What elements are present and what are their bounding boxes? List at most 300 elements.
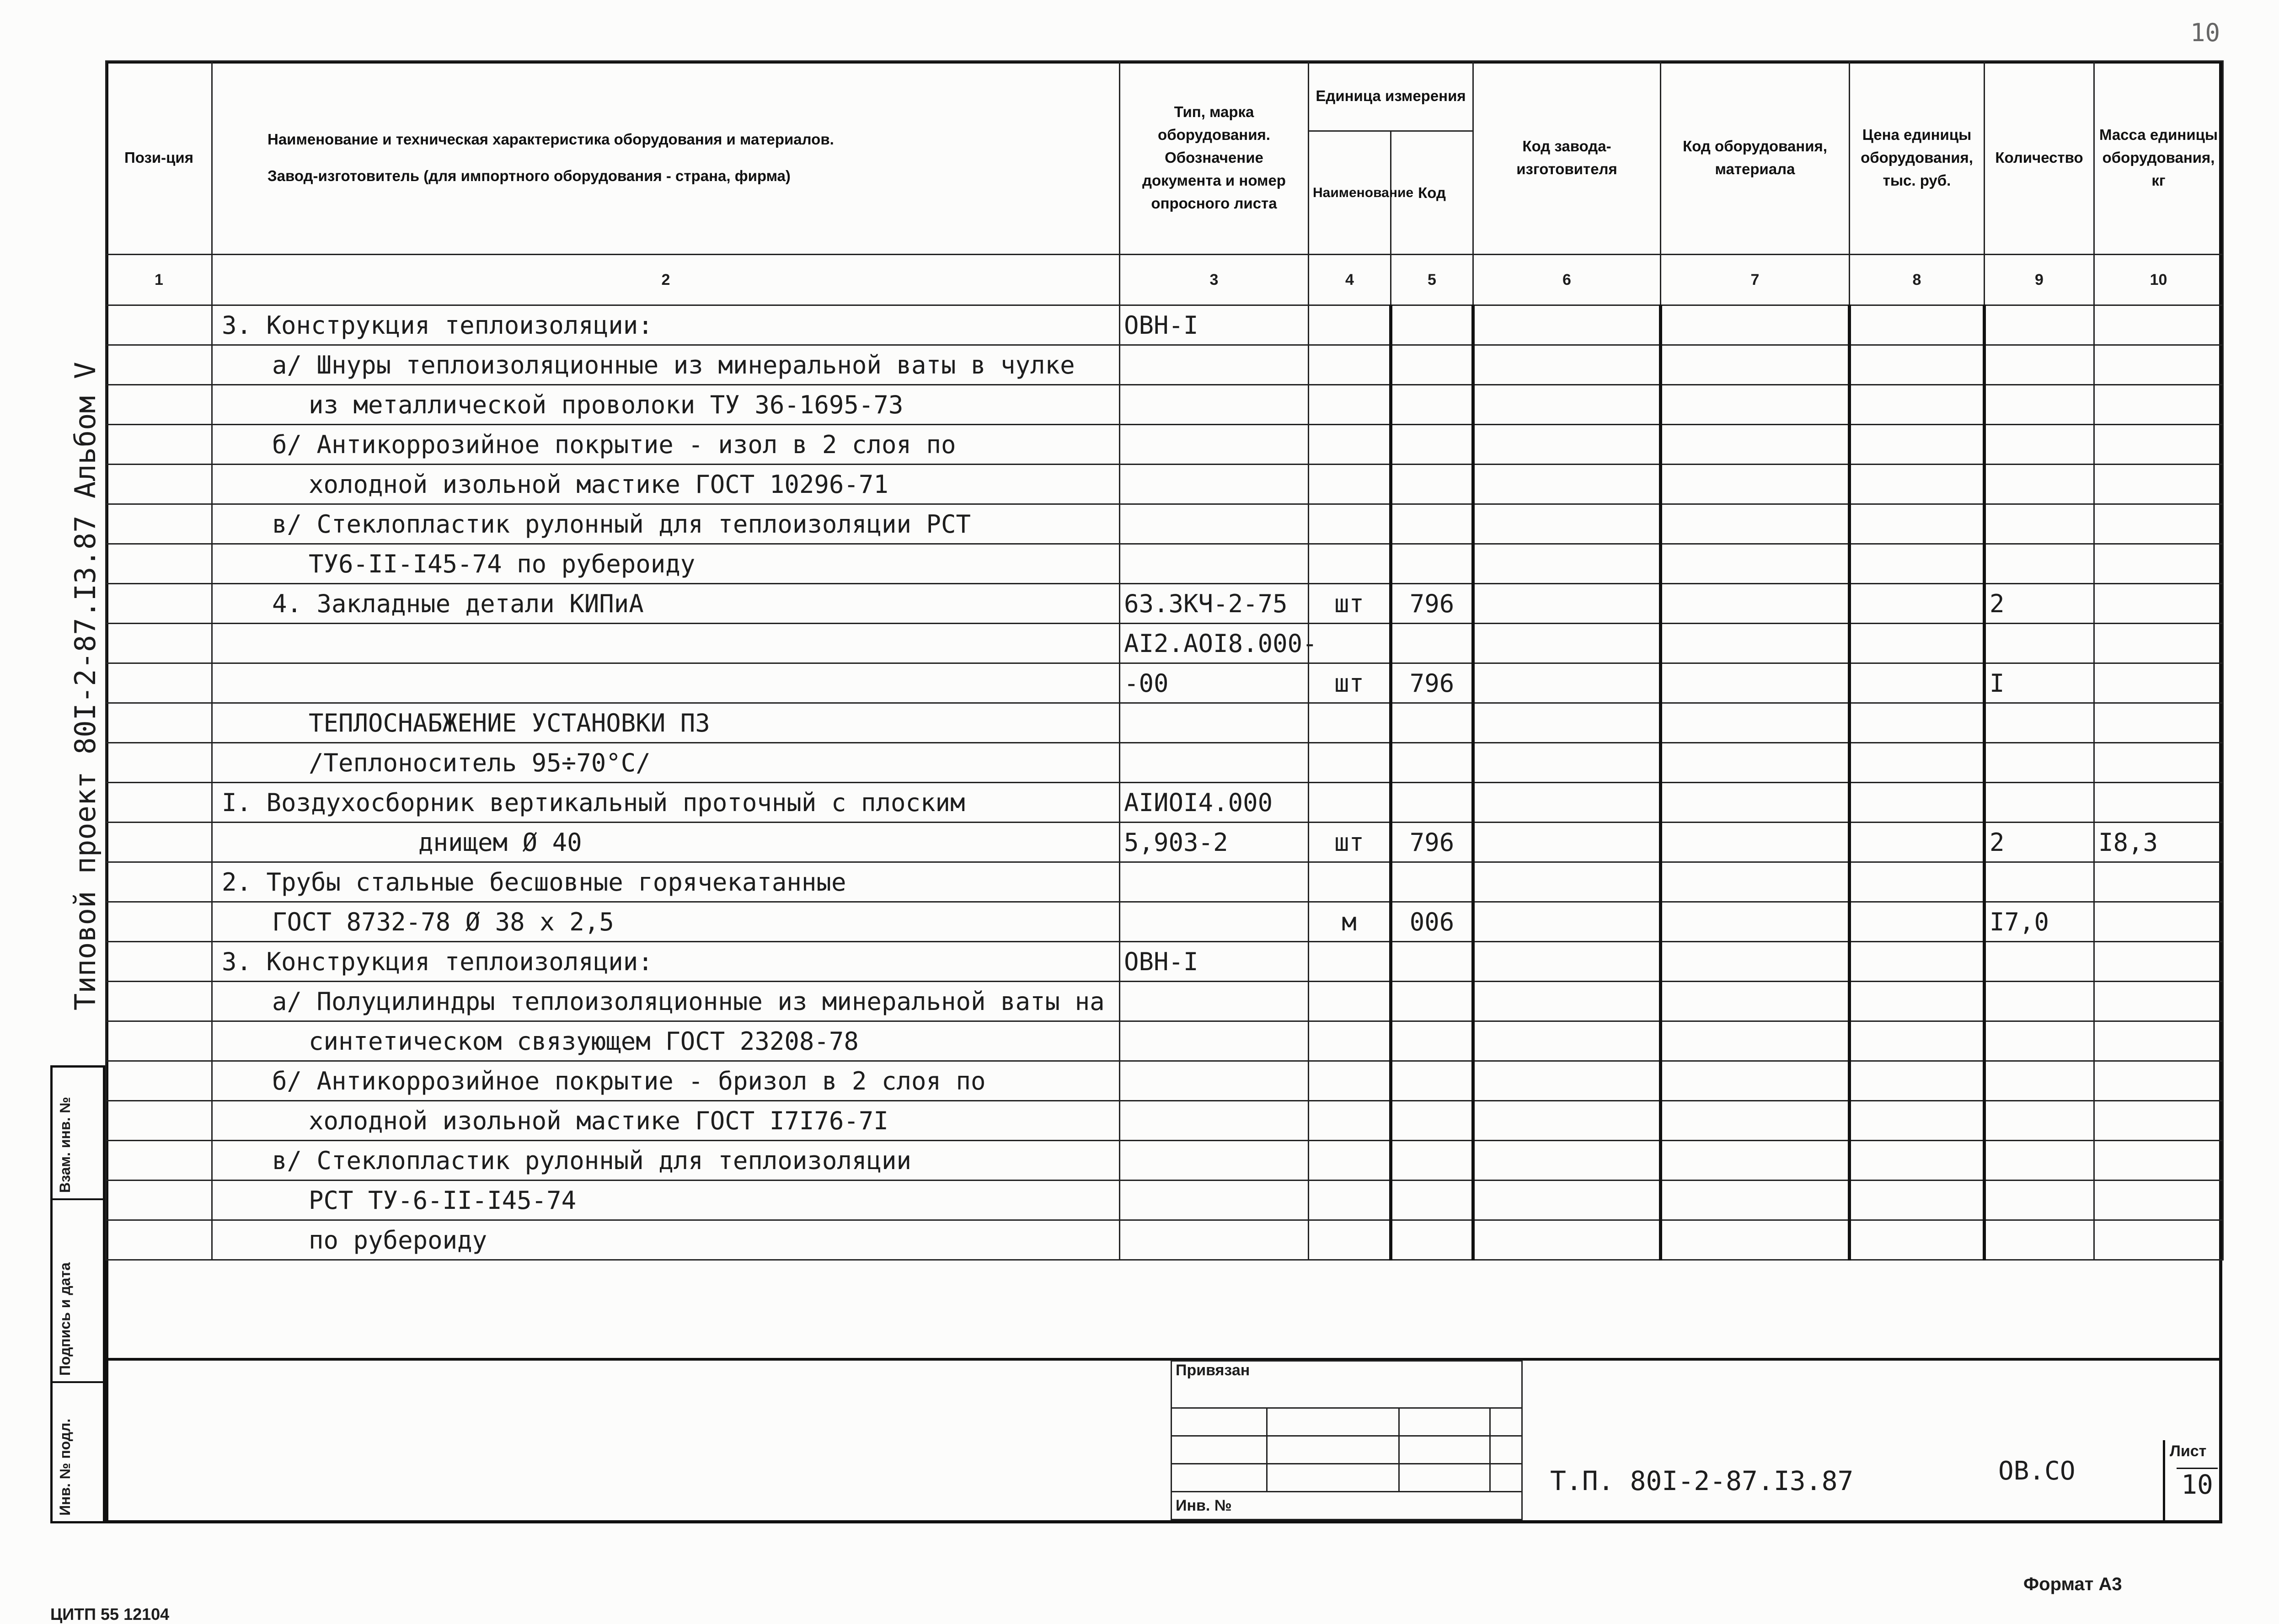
row-name xyxy=(212,663,1120,703)
row-unit-name xyxy=(1309,942,1391,982)
row-position xyxy=(106,504,212,544)
row-quantity: 2 xyxy=(1985,823,2094,862)
row-unit-name xyxy=(1309,1220,1391,1260)
row-unit-code xyxy=(1391,743,1473,783)
row-unit-name: шт xyxy=(1309,823,1391,862)
row-mass xyxy=(2094,942,2223,982)
row-factory-code xyxy=(1473,425,1661,465)
row-name: а/ Полуцилиндры теплоизоляционные из минеральной ваты на xyxy=(212,982,1120,1021)
row-price xyxy=(1850,425,1985,465)
row-price xyxy=(1850,1181,1985,1220)
row-equipment-code xyxy=(1661,1101,1850,1141)
row-factory-code xyxy=(1473,504,1661,544)
row-price xyxy=(1850,663,1985,703)
header-row xyxy=(106,61,2223,131)
row-unit-code xyxy=(1391,1021,1473,1061)
side-stamp-podpis-label: Подпись и дата xyxy=(57,1262,73,1376)
column-number-row xyxy=(106,255,2223,305)
row-unit-name xyxy=(1309,783,1391,823)
row-position xyxy=(106,1021,212,1061)
row-unit-code xyxy=(1391,942,1473,982)
specification-table xyxy=(105,60,2224,1261)
row-name: по рубероиду xyxy=(212,1220,1120,1260)
row-unit-code xyxy=(1391,1181,1473,1220)
row-mass xyxy=(2094,465,2223,504)
row-name: холодной изольной мастике ГОСТ I7I76-7I xyxy=(212,1101,1120,1141)
row-position xyxy=(106,305,212,345)
row-equipment-code xyxy=(1661,743,1850,783)
row-price xyxy=(1850,1141,1985,1181)
row-equipment-code xyxy=(1661,624,1850,663)
row-unit-code xyxy=(1391,345,1473,385)
row-price xyxy=(1850,504,1985,544)
row-unit-code xyxy=(1391,862,1473,902)
table-row xyxy=(106,663,2223,703)
column-number: 6 xyxy=(1473,255,1661,305)
row-price xyxy=(1850,1101,1985,1141)
row-mass xyxy=(2094,1181,2223,1220)
row-position xyxy=(106,1101,212,1141)
row-quantity xyxy=(1985,1141,2094,1181)
row-equipment-code xyxy=(1661,1181,1850,1220)
row-type xyxy=(1120,1061,1309,1101)
row-mass xyxy=(2094,862,2223,902)
row-type xyxy=(1120,385,1309,425)
row-type: 5,903-2 xyxy=(1120,823,1309,862)
sheet-number: 10 xyxy=(2177,1468,2218,1500)
row-position xyxy=(106,465,212,504)
row-price xyxy=(1850,305,1985,345)
vertical-title: Типовой проект 80I-2-87.I3.87 Альбом V xyxy=(69,362,102,1010)
row-name: 2. Трубы стальные бесшовные горячекатанные xyxy=(212,862,1120,902)
row-position xyxy=(106,584,212,624)
table-row xyxy=(106,942,2223,982)
row-mass xyxy=(2094,1141,2223,1181)
row-price xyxy=(1850,465,1985,504)
row-unit-code xyxy=(1391,783,1473,823)
side-stamp xyxy=(50,1065,105,1523)
sheet-label: Лист xyxy=(2170,1442,2207,1460)
row-quantity xyxy=(1985,345,2094,385)
side-stamp-podl xyxy=(53,1383,103,1521)
table-row xyxy=(106,783,2223,823)
column-number: 1 xyxy=(106,255,212,305)
row-price xyxy=(1850,544,1985,584)
row-factory-code xyxy=(1473,584,1661,624)
row-factory-code xyxy=(1473,1220,1661,1260)
page-corner-number: 10 xyxy=(2190,18,2220,47)
table-row xyxy=(106,982,2223,1021)
table-body xyxy=(106,305,2223,1260)
row-quantity xyxy=(1985,862,2094,902)
row-equipment-code xyxy=(1661,1220,1850,1260)
row-quantity xyxy=(1985,982,2094,1021)
row-equipment-code xyxy=(1661,1021,1850,1061)
row-unit-code xyxy=(1391,703,1473,743)
row-unit-code xyxy=(1391,544,1473,584)
table-row xyxy=(106,902,2223,942)
row-position xyxy=(106,982,212,1021)
row-unit-code xyxy=(1391,982,1473,1021)
row-mass: I8,3 xyxy=(2094,823,2223,862)
row-name xyxy=(212,624,1120,663)
row-equipment-code xyxy=(1661,465,1850,504)
table-row xyxy=(106,862,2223,902)
row-mass xyxy=(2094,544,2223,584)
row-unit-code xyxy=(1391,504,1473,544)
table-row xyxy=(106,1220,2223,1260)
row-quantity: I7,0 xyxy=(1985,902,2094,942)
row-type xyxy=(1120,544,1309,584)
row-factory-code xyxy=(1473,624,1661,663)
row-factory-code xyxy=(1473,465,1661,504)
row-name: РСТ ТУ-6-II-I45-74 xyxy=(212,1181,1120,1220)
row-type xyxy=(1120,504,1309,544)
row-equipment-code xyxy=(1661,942,1850,982)
row-position xyxy=(106,425,212,465)
table-row xyxy=(106,703,2223,743)
row-equipment-code xyxy=(1661,584,1850,624)
row-unit-name xyxy=(1309,305,1391,345)
row-unit-code xyxy=(1391,425,1473,465)
row-unit-name xyxy=(1309,544,1391,584)
row-position xyxy=(106,385,212,425)
column-number: 5 xyxy=(1391,255,1473,305)
table-row xyxy=(106,1101,2223,1141)
table-row xyxy=(106,425,2223,465)
row-unit-name xyxy=(1309,465,1391,504)
table-row xyxy=(106,504,2223,544)
header-name-line1: Наименование и техническая характеристика оборудования и материалов. xyxy=(267,131,834,148)
row-unit-code xyxy=(1391,465,1473,504)
row-mass xyxy=(2094,584,2223,624)
row-price xyxy=(1850,1220,1985,1260)
header-price: Цена единицы оборудования, тыс. руб. xyxy=(1850,61,1985,255)
row-equipment-code xyxy=(1661,1141,1850,1181)
row-factory-code xyxy=(1473,1181,1661,1220)
row-equipment-code xyxy=(1661,982,1850,1021)
row-mass xyxy=(2094,783,2223,823)
row-mass xyxy=(2094,305,2223,345)
row-quantity xyxy=(1985,624,2094,663)
row-mass xyxy=(2094,385,2223,425)
row-type: АI2.АОI8.000- xyxy=(1120,624,1309,663)
row-unit-code xyxy=(1391,385,1473,425)
row-price xyxy=(1850,385,1985,425)
row-type: -00 xyxy=(1120,663,1309,703)
row-price xyxy=(1850,584,1985,624)
row-type xyxy=(1120,1021,1309,1061)
row-name: в/ Стеклопластик рулонный для теплоизоляции xyxy=(212,1141,1120,1181)
column-number: 3 xyxy=(1120,255,1309,305)
row-unit-code xyxy=(1391,624,1473,663)
row-quantity xyxy=(1985,1021,2094,1061)
row-price xyxy=(1850,783,1985,823)
row-name: б/ Антикоррозийное покрытие - бризол в 2 слоя по xyxy=(212,1061,1120,1101)
row-price xyxy=(1850,823,1985,862)
row-equipment-code xyxy=(1661,823,1850,862)
row-factory-code xyxy=(1473,1101,1661,1141)
row-name: в/ Стеклопластик рулонный для теплоизоляции РСТ xyxy=(212,504,1120,544)
row-quantity xyxy=(1985,425,2094,465)
binding-stamp xyxy=(1171,1360,1523,1520)
row-unit-code: 796 xyxy=(1391,584,1473,624)
row-unit-code xyxy=(1391,1220,1473,1260)
table-row xyxy=(106,1061,2223,1101)
row-factory-code xyxy=(1473,1141,1661,1181)
row-factory-code xyxy=(1473,862,1661,902)
row-type xyxy=(1120,425,1309,465)
row-mass xyxy=(2094,982,2223,1021)
row-position xyxy=(106,783,212,823)
row-type xyxy=(1120,345,1309,385)
row-unit-name xyxy=(1309,703,1391,743)
row-mass xyxy=(2094,1021,2223,1061)
row-equipment-code xyxy=(1661,385,1850,425)
row-position xyxy=(106,345,212,385)
table-row xyxy=(106,624,2223,663)
header-mass: Масса единицы оборудования, кг xyxy=(2094,61,2223,255)
row-type xyxy=(1120,1220,1309,1260)
row-factory-code xyxy=(1473,345,1661,385)
row-position xyxy=(106,703,212,743)
table-row xyxy=(106,743,2223,783)
row-quantity xyxy=(1985,1061,2094,1101)
row-price xyxy=(1850,942,1985,982)
row-position xyxy=(106,1061,212,1101)
row-type: 63.3КЧ-2-75 xyxy=(1120,584,1309,624)
row-unit-name xyxy=(1309,982,1391,1021)
row-name: синтетическом связующем ГОСТ 23208-78 xyxy=(212,1021,1120,1061)
row-equipment-code xyxy=(1661,783,1850,823)
row-unit-name xyxy=(1309,345,1391,385)
row-factory-code xyxy=(1473,663,1661,703)
row-unit-name xyxy=(1309,862,1391,902)
row-factory-code xyxy=(1473,305,1661,345)
column-number: 10 xyxy=(2094,255,2223,305)
row-quantity xyxy=(1985,544,2094,584)
row-factory-code xyxy=(1473,783,1661,823)
row-unit-name xyxy=(1309,385,1391,425)
row-name: холодной изольной мастике ГОСТ 10296-71 xyxy=(212,465,1120,504)
row-equipment-code xyxy=(1661,504,1850,544)
document-code: Т.П. 80I-2-87.I3.87 xyxy=(1550,1465,1854,1496)
row-price xyxy=(1850,345,1985,385)
row-factory-code xyxy=(1473,703,1661,743)
side-stamp-podpis xyxy=(53,1200,103,1383)
row-equipment-code xyxy=(1661,425,1850,465)
row-factory-code xyxy=(1473,1021,1661,1061)
row-name: ГОСТ 8732-78 Ø 38 х 2,5 xyxy=(212,902,1120,942)
row-quantity xyxy=(1985,743,2094,783)
row-factory-code xyxy=(1473,902,1661,942)
header-unit-group: Единица измерения xyxy=(1309,61,1473,131)
format-label: Формат А3 xyxy=(2023,1574,2122,1594)
row-unit-name: шт xyxy=(1309,584,1391,624)
row-unit-name xyxy=(1309,504,1391,544)
table-row xyxy=(106,1181,2223,1220)
row-mass xyxy=(2094,425,2223,465)
row-factory-code xyxy=(1473,823,1661,862)
table-row xyxy=(106,345,2223,385)
row-quantity xyxy=(1985,942,2094,982)
header-position: Пози-ция xyxy=(106,61,212,255)
row-type xyxy=(1120,1141,1309,1181)
table-row xyxy=(106,823,2223,862)
row-name: б/ Антикоррозийное покрытие - изол в 2 слоя по xyxy=(212,425,1120,465)
row-mass xyxy=(2094,902,2223,942)
side-stamp-vzam xyxy=(53,1068,103,1200)
row-mass xyxy=(2094,743,2223,783)
row-unit-name xyxy=(1309,743,1391,783)
row-name: днищем Ø 40 xyxy=(212,823,1120,862)
inventory-label: Инв. № xyxy=(1172,1492,1522,1520)
row-type: ОВН-I xyxy=(1120,942,1309,982)
header-equipment-code: Код оборудования, материала xyxy=(1661,61,1850,255)
row-type xyxy=(1120,862,1309,902)
row-name: /Теплоноситель 95÷70°С/ xyxy=(212,743,1120,783)
row-mass xyxy=(2094,703,2223,743)
table-row xyxy=(106,544,2223,584)
row-name: 3. Конструкция теплоизоляции: xyxy=(212,942,1120,982)
row-quantity xyxy=(1985,783,2094,823)
row-quantity xyxy=(1985,305,2094,345)
row-position xyxy=(106,624,212,663)
table-row xyxy=(106,385,2223,425)
column-number: 2 xyxy=(212,255,1120,305)
row-unit-code xyxy=(1391,1141,1473,1181)
binding-label: Привязан xyxy=(1172,1361,1522,1408)
row-price xyxy=(1850,862,1985,902)
row-quantity xyxy=(1985,1101,2094,1141)
sheet-code: ОВ.СО xyxy=(1998,1456,2076,1486)
row-position xyxy=(106,942,212,982)
table-row xyxy=(106,1141,2223,1181)
row-type xyxy=(1120,743,1309,783)
row-unit-code: 796 xyxy=(1391,823,1473,862)
header-unit-code: Код xyxy=(1391,131,1473,255)
side-stamp-podl-label: Инв. № подл. xyxy=(57,1418,73,1516)
header-name xyxy=(212,61,1120,255)
row-name: 3. Конструкция теплоизоляции: xyxy=(212,305,1120,345)
row-unit-name xyxy=(1309,624,1391,663)
row-unit-name: шт xyxy=(1309,663,1391,703)
row-quantity xyxy=(1985,385,2094,425)
row-position xyxy=(106,663,212,703)
row-price xyxy=(1850,743,1985,783)
row-price xyxy=(1850,1021,1985,1061)
header-factory-code: Код завода-изготовителя xyxy=(1473,61,1661,255)
header-quantity: Количество xyxy=(1985,61,2094,255)
row-unit-name xyxy=(1309,1101,1391,1141)
table-row xyxy=(106,305,2223,345)
row-unit-code xyxy=(1391,305,1473,345)
header-type: Тип, марка оборудования. Обозначение документа и номер опросного листа xyxy=(1120,61,1309,255)
row-equipment-code xyxy=(1661,862,1850,902)
row-unit-name: м xyxy=(1309,902,1391,942)
table-row xyxy=(106,584,2223,624)
row-mass xyxy=(2094,624,2223,663)
row-unit-name xyxy=(1309,1181,1391,1220)
row-type xyxy=(1120,1181,1309,1220)
row-position xyxy=(106,743,212,783)
row-unit-code xyxy=(1391,1061,1473,1101)
row-price xyxy=(1850,1061,1985,1101)
row-equipment-code xyxy=(1661,544,1850,584)
row-factory-code xyxy=(1473,982,1661,1021)
title-block xyxy=(105,1358,2222,1523)
row-mass xyxy=(2094,1101,2223,1141)
header-name-line2: Завод-изготовитель (для импортного оборудования - страна, фирма) xyxy=(267,167,791,184)
row-equipment-code xyxy=(1661,902,1850,942)
row-equipment-code xyxy=(1661,703,1850,743)
row-equipment-code xyxy=(1661,663,1850,703)
row-factory-code xyxy=(1473,385,1661,425)
row-quantity: I xyxy=(1985,663,2094,703)
row-name: I. Воздухосборник вертикальный проточный с плоским xyxy=(212,783,1120,823)
row-price xyxy=(1850,902,1985,942)
row-unit-code xyxy=(1391,1101,1473,1141)
row-equipment-code xyxy=(1661,305,1850,345)
row-name: ТЕПЛОСНАБЖЕНИЕ УСТАНОВКИ П3 xyxy=(212,703,1120,743)
row-position xyxy=(106,1141,212,1181)
row-mass xyxy=(2094,1220,2223,1260)
side-stamp-vzam-label: Взам. инв. № xyxy=(57,1097,73,1193)
row-mass xyxy=(2094,345,2223,385)
row-price xyxy=(1850,703,1985,743)
row-quantity xyxy=(1985,703,2094,743)
row-position xyxy=(106,823,212,862)
row-name: из металлической проволоки ТУ 36-1695-73 xyxy=(212,385,1120,425)
row-position xyxy=(106,902,212,942)
row-name: ТУ6-II-I45-74 по рубероиду xyxy=(212,544,1120,584)
row-position xyxy=(106,1181,212,1220)
row-quantity xyxy=(1985,1220,2094,1260)
row-unit-name xyxy=(1309,1141,1391,1181)
row-price xyxy=(1850,624,1985,663)
column-number: 4 xyxy=(1309,255,1391,305)
row-factory-code xyxy=(1473,942,1661,982)
row-position xyxy=(106,544,212,584)
row-unit-name xyxy=(1309,1061,1391,1101)
row-name: а/ Шнуры теплоизоляционные из минеральной ваты в чулке xyxy=(212,345,1120,385)
row-position xyxy=(106,1220,212,1260)
row-mass xyxy=(2094,1061,2223,1101)
row-quantity xyxy=(1985,1181,2094,1220)
row-type xyxy=(1120,1101,1309,1141)
row-position xyxy=(106,862,212,902)
row-type: ОВН-I xyxy=(1120,305,1309,345)
row-mass xyxy=(2094,663,2223,703)
row-factory-code xyxy=(1473,544,1661,584)
row-unit-name xyxy=(1309,1021,1391,1061)
row-mass xyxy=(2094,504,2223,544)
header-unit-name: Наименование xyxy=(1309,131,1391,255)
row-type: АIИОI4.000 xyxy=(1120,783,1309,823)
column-number: 9 xyxy=(1985,255,2094,305)
row-quantity: 2 xyxy=(1985,584,2094,624)
table-row xyxy=(106,465,2223,504)
row-quantity xyxy=(1985,504,2094,544)
row-quantity xyxy=(1985,465,2094,504)
row-factory-code xyxy=(1473,1061,1661,1101)
row-factory-code xyxy=(1473,743,1661,783)
footer-code: ЦИТП 55 12104 xyxy=(50,1605,170,1624)
column-number: 7 xyxy=(1661,255,1850,305)
row-price xyxy=(1850,982,1985,1021)
column-number: 8 xyxy=(1850,255,1985,305)
row-type xyxy=(1120,902,1309,942)
